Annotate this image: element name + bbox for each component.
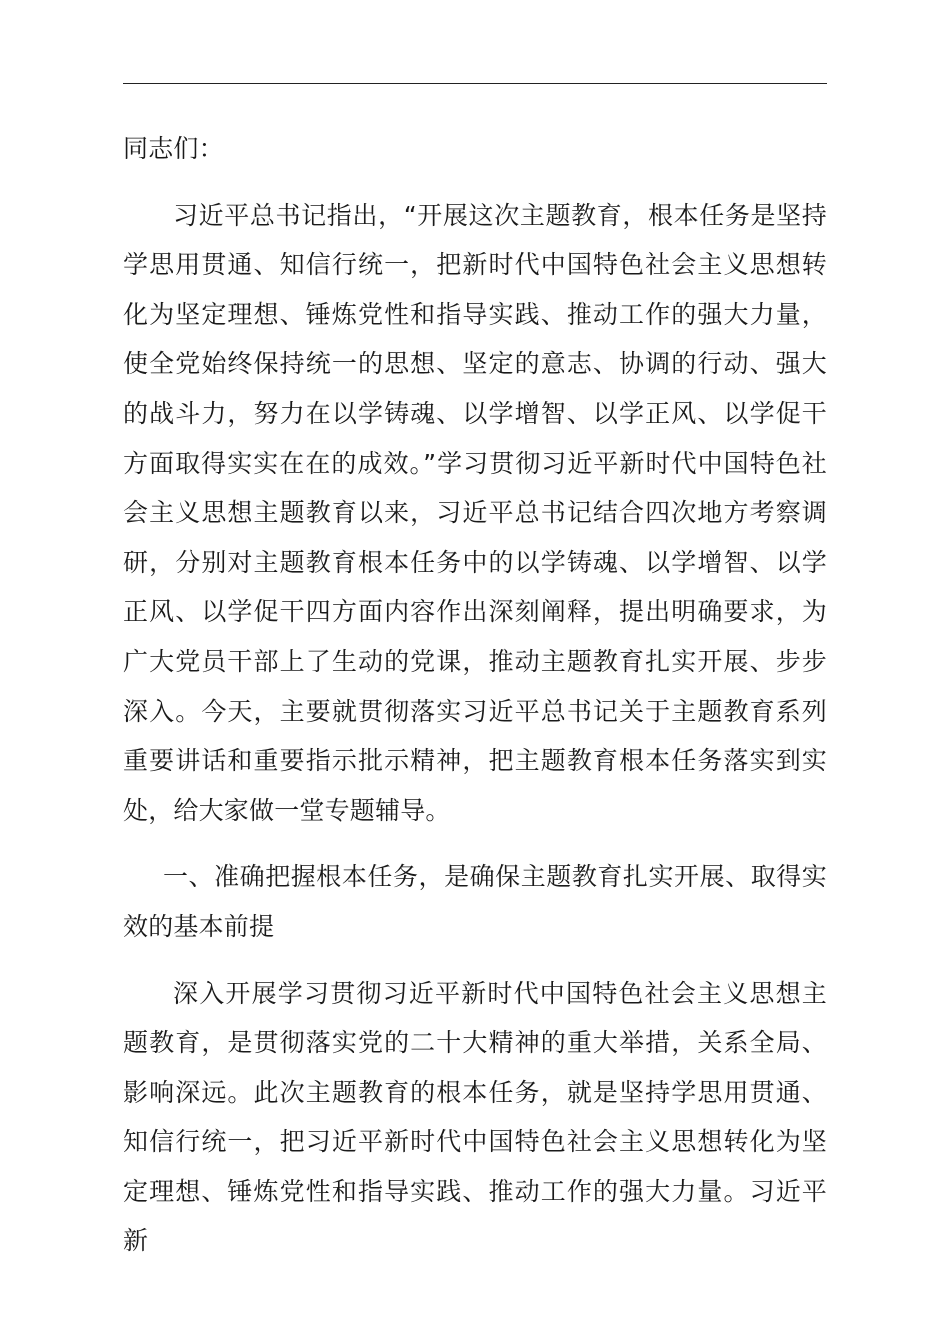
document-page [123,0,827,1344]
section-heading-1: 一、准确把握根本任务，是确保主题教育扎实开展、取得实效的基本前提 [123,862,827,941]
header-rule [123,83,827,84]
document-body [123,124,827,1283]
salutation: 同志们： [123,134,224,163]
paragraph-section-1: 深入开展学习贯彻习近平新时代中国特色社会主义思想主题教育，是贯彻落实党的二十大精神的重大举措，关系全局、影响深远。此次主题教育的根本任务，就是坚持学思用贯通、知信行统一，把习近平新时代中国特色社会主义思想转化为坚定理想、锤炼党性和指导实践、推动工作的强大力量。习近平新 [123,978,827,1256]
paragraph-intro: 习近平总书记指出，“开展这次主题教育，根本任务是坚持学思用贯通、知信行统一，把新时代中国特色社会主义思想转化为坚定理想、锤炼党性和指导实践、推动工作的强大力量，使全党始终保持统一的思想、坚定的意志、协调的行动、强大的战斗力，努力在以学铸魂、以学增智、以学正风、以学促干方面取得实实在在的成效。”学习贯彻习近平新时代中国特色社会主义思想主题教育以来，习近平总书记结合四次地方考察调研，分别对主题教育根本任务中的以学铸魂、以学增智、以学正风、以学促干四方面内容作出深刻阐释，提出明确要求，为广大党员干部上了生动的党课，推动主题教育扎实开展、步步深入。今天，主要就贯彻落实习近平总书记关于主题教育系列重要讲话和重要指示批示精神，把主题教育根本任务落实到实处，给大家做一堂专题辅导。 [123,200,827,825]
